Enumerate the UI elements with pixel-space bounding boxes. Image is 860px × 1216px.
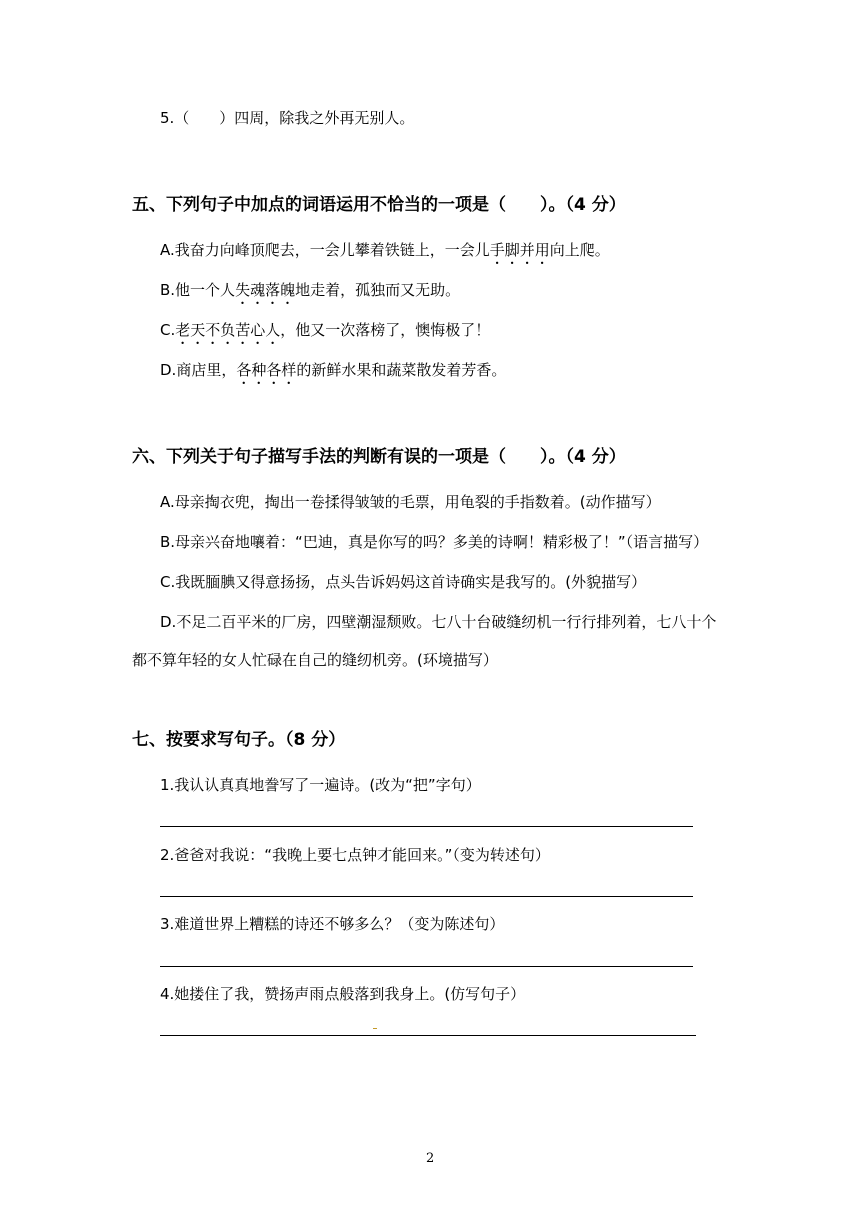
question-5: 5.（ ）四周，除我之外再无别人。 [160, 109, 415, 127]
section-5-title: 五、下列句子中加点的词语运用不恰当的一项是（ ）。（4 分） [132, 195, 626, 215]
section-7-item-1: 1.我认认真真地誊写了一遍诗。(改为“把”字句） [160, 776, 481, 794]
section-7-item-2: 2.爸爸对我说：“我晚上要七点钟才能回来。”（变为转述句） [160, 846, 550, 864]
dotted-words: 失魂落魄 [235, 281, 296, 299]
answer-line-2[interactable] [160, 896, 693, 897]
section-7-item-3: 3.难道世界上糟糕的诗还不够多么？（变为陈述句） [160, 915, 505, 933]
option-text: C. [160, 321, 176, 339]
section-7-item-4: 4.她搂住了我，赞扬声雨点般落到我身上。(仿写句子） [160, 985, 526, 1003]
answer-line-4[interactable] [160, 1035, 696, 1036]
section-7-title: 七、按要求写句子。（8 分） [132, 730, 346, 750]
stray-mark [373, 1028, 377, 1029]
dotted-words: 老天不负苦心人 [175, 321, 281, 339]
section-5-option-a [160, 240, 610, 268]
section-6-option-d-continued: 都不算年轻的女人忙碌在自己的缝纫机旁。(环境描写） [132, 651, 498, 669]
section-6-option-a: A.母亲掏衣兜，掏出一卷揉得皱皱的毛票，用龟裂的手指数着。(动作描写） [160, 493, 661, 511]
option-text: 向上爬。 [549, 241, 610, 259]
dotted-words: 手脚并用 [489, 241, 550, 259]
answer-line-1[interactable] [160, 826, 693, 827]
option-text: B.他一个人 [160, 281, 236, 299]
page-number: 2 [426, 1151, 435, 1166]
section-5-option-b [160, 280, 460, 308]
section-6-title: 六、下列关于句子描写手法的判断有误的一项是（ ）。（4 分） [132, 447, 626, 467]
answer-line-3[interactable] [160, 966, 693, 967]
option-text: A.我奋力向峰顶爬去，一会儿攀着铁链上，一会儿 [160, 241, 490, 259]
dotted-words: 各种各样 [236, 361, 297, 379]
section-6-option-d: D.不足二百平米的厂房，四壁潮湿颓败。七八十台破缝纫机一行行排列着，七八十个 [160, 613, 717, 631]
option-text: 的新鲜水果和蔬菜散发着芳香。 [296, 361, 507, 379]
option-text: D.商店里， [160, 361, 237, 379]
option-text: 地走着，孤独而又无助。 [295, 281, 461, 299]
section-6-option-c: C.我既腼腆又得意扬扬，点头告诉妈妈这首诗确实是我写的。(外貌描写） [160, 573, 647, 591]
section-5-option-d [160, 360, 506, 388]
section-6-option-b: B.母亲兴奋地嚷着：“巴迪，真是你写的吗？多美的诗啊！精彩极了！”（语言描写） [160, 533, 709, 551]
section-5-option-c [160, 320, 490, 348]
option-text: ，他又一次落榜了，懊悔极了！ [280, 321, 491, 339]
